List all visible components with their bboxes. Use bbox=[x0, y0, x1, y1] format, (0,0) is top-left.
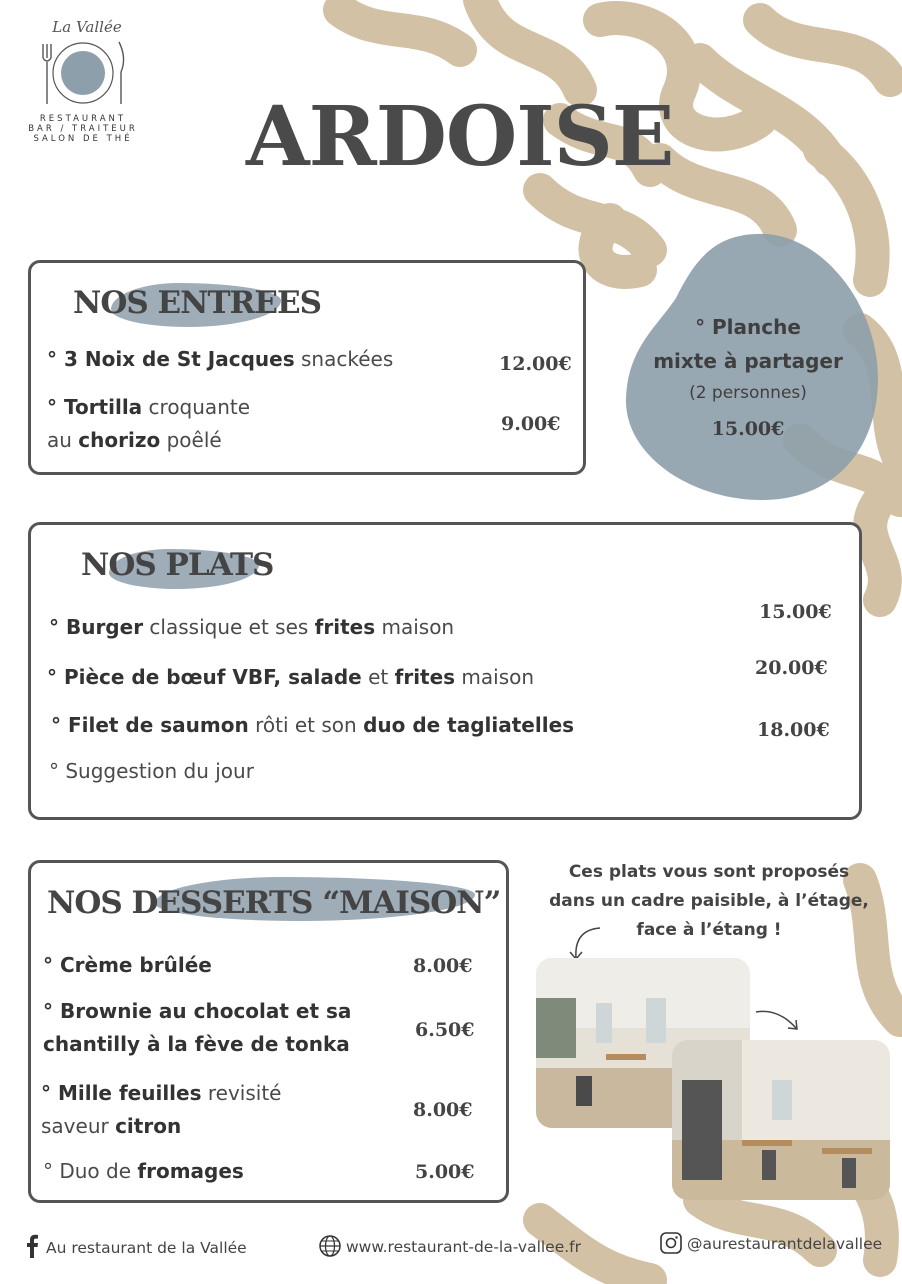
dessert-price: 8.00€ bbox=[413, 1099, 473, 1121]
special-line-2: mixte à partager bbox=[653, 349, 843, 373]
entree-item bbox=[47, 391, 250, 457]
dessert-name: ° Mille feuilles bbox=[41, 1081, 202, 1105]
dessert-desc: saveur bbox=[41, 1114, 116, 1138]
dessert-item bbox=[43, 949, 212, 982]
plat-name: frites bbox=[394, 665, 456, 689]
plat-price: 18.00€ bbox=[757, 719, 830, 741]
facebook-label: Au restaurant de la Vallée bbox=[46, 1239, 247, 1257]
dessert-item bbox=[43, 1155, 244, 1188]
plat-desc: classique et ses bbox=[143, 615, 315, 639]
instagram-icon bbox=[660, 1232, 682, 1254]
entree-price: 9.00€ bbox=[501, 413, 561, 435]
footer-instagram[interactable] bbox=[660, 1232, 882, 1254]
dessert-name: fromages bbox=[137, 1159, 244, 1183]
dessert-price: 5.00€ bbox=[415, 1161, 475, 1183]
entrees-title: NOS ENTREES bbox=[73, 285, 321, 321]
globe-icon bbox=[318, 1234, 342, 1258]
brand-line-3: SALON DE THÉ bbox=[33, 134, 133, 144]
plat-desc: rôti et son bbox=[248, 713, 364, 737]
plat-price: 20.00€ bbox=[755, 657, 828, 679]
plat-name: frites bbox=[314, 615, 376, 639]
dessert-price: 6.50€ bbox=[415, 1019, 475, 1041]
page-title: ARDOISE bbox=[246, 89, 674, 185]
special-line-1: ° Planche bbox=[695, 315, 801, 339]
special-line-3: (2 personnes) bbox=[689, 383, 807, 403]
plat-desc: maison bbox=[375, 615, 455, 639]
note-line-2: dans un cadre paisible, à l’étage, bbox=[549, 891, 869, 911]
plat-item: ° Suggestion du jour bbox=[49, 759, 254, 783]
plats-section bbox=[28, 522, 862, 820]
dessert-name: ° Brownie au chocolat et sa bbox=[43, 999, 352, 1023]
entree-name: chorizo bbox=[78, 428, 161, 452]
entree-desc: snackées bbox=[294, 347, 394, 371]
note-line-3: face à l’étang ! bbox=[636, 920, 782, 940]
footer-website[interactable] bbox=[318, 1234, 581, 1258]
arrow-icon bbox=[752, 1004, 802, 1034]
plat-name: duo de tagliatelles bbox=[363, 713, 575, 737]
dessert-item bbox=[41, 1077, 281, 1143]
dessert-name: chantilly à la fève de tonka bbox=[43, 1032, 350, 1056]
plat-desc: et bbox=[361, 665, 395, 689]
entree-item bbox=[47, 343, 393, 376]
dessert-name: ° Crème brûlée bbox=[43, 953, 212, 977]
desserts-title: NOS DESSERTS “MAISON” bbox=[47, 885, 501, 921]
plats-title: NOS PLATS bbox=[81, 547, 274, 583]
brand-line-2: BAR / TRAITEUR bbox=[28, 124, 138, 134]
special-offer bbox=[630, 310, 866, 440]
entree-desc: croquante bbox=[142, 395, 251, 419]
plat-item bbox=[49, 611, 454, 644]
plat-name: ° Burger bbox=[49, 615, 144, 639]
brand-name: La Vallée bbox=[52, 18, 122, 36]
footer-facebook[interactable] bbox=[24, 1234, 247, 1258]
dessert-price: 8.00€ bbox=[413, 955, 473, 977]
plat-price: 15.00€ bbox=[759, 601, 832, 623]
entree-desc: poêlé bbox=[160, 428, 222, 452]
plat-name: ° Filet de saumon bbox=[51, 713, 249, 737]
restaurant-logo bbox=[8, 18, 158, 144]
brand-line-1: RESTAURANT bbox=[39, 114, 127, 124]
entree-name: ° Tortilla bbox=[47, 395, 143, 419]
facebook-icon bbox=[24, 1234, 40, 1258]
entree-desc: au bbox=[47, 428, 79, 452]
plat-item bbox=[51, 709, 574, 742]
dining-room-photo bbox=[672, 1040, 890, 1200]
dessert-name: citron bbox=[115, 1114, 182, 1138]
desserts-section bbox=[28, 860, 509, 1203]
entree-name: ° 3 Noix de St Jacques bbox=[47, 347, 295, 371]
special-price: 15.00€ bbox=[711, 418, 785, 440]
plat-desc: maison bbox=[455, 665, 535, 689]
plat-name: ° Pièce de bœuf VBF, salade bbox=[47, 665, 362, 689]
plat-item bbox=[47, 661, 534, 694]
entree-price: 12.00€ bbox=[499, 353, 572, 375]
dessert-desc: ° Duo de bbox=[43, 1159, 138, 1183]
fork-plate-knife-icon bbox=[33, 38, 133, 108]
instagram-label: @aurestaurantdelavallee bbox=[687, 1235, 883, 1253]
note-line-1: Ces plats vous sont proposés bbox=[568, 862, 850, 882]
dessert-item bbox=[43, 995, 351, 1061]
entrees-section bbox=[28, 260, 586, 475]
website-label: www.restaurant-de-la-vallee.fr bbox=[346, 1238, 582, 1256]
dessert-desc: revisité bbox=[201, 1081, 282, 1105]
